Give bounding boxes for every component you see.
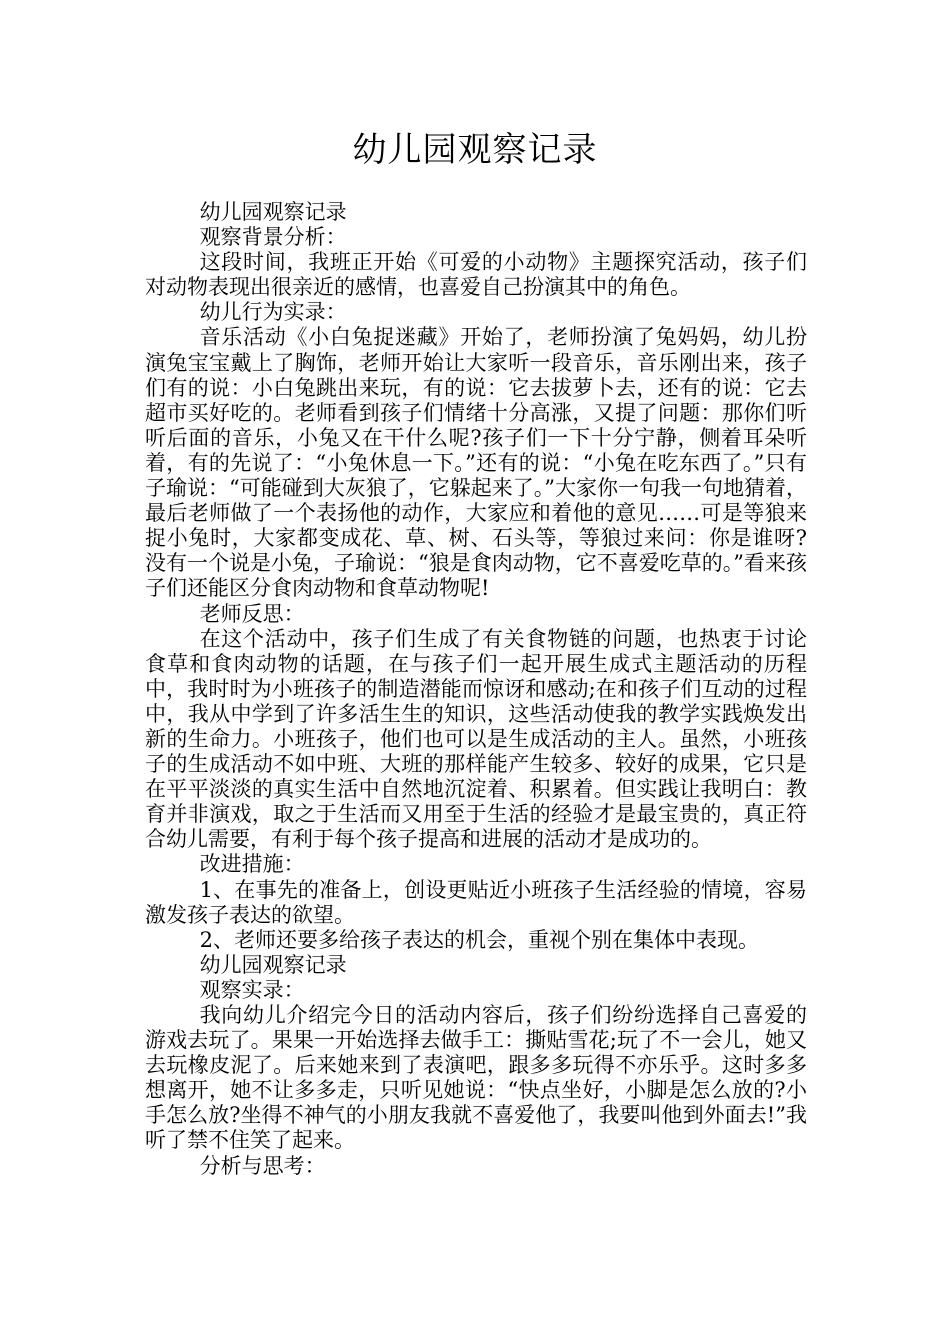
heading-reflection: 老师反思： <box>199 601 305 626</box>
heading-analysis: 分析与思考： <box>199 1153 326 1178</box>
heading-record-2: 幼儿园观察记录 <box>199 952 347 977</box>
heading-improvement: 改进措施： <box>199 852 305 877</box>
heading-record-1: 幼儿园观察记录 <box>199 200 347 224</box>
heading-background: 观察背景分析： <box>199 225 347 250</box>
document-body <box>145 200 807 1179</box>
heading-behavior: 幼儿行为实录： <box>199 300 347 325</box>
heading-observation: 观察实录： <box>199 977 305 1002</box>
paragraph-behavior: 音乐活动《小白兔捉迷藏》开始了，老师扮演了兔妈妈，幼儿扮演兔宝宝戴上了胸饰，老师开始让大家听一段音乐，音乐刚出来，孩子们有的说：小白兔跳出来玩，有的说：它去拔萝卜去，还有的说：它去超市买好吃的。老师看到孩子们情绪十分高涨，又提了问题：那你们听听后面的音乐，小兔又在干什么呢?孩子们一下十分宁静，侧着耳朵听着，有的先说了：“小兔休息一下。”还有的说：“小兔在吃东西了。”只有子瑜说：“可能碰到大灰狼了，它躲起来了。”大家你一句我一句地猜着，最后老师做了一个表扬他的动作，大家应和着他的意见……可是等狼来捉小兔时，大家都变成花、草、树、石头等，等狼过来问：你是谁呀?没有一个说是小兔，子瑜说：“狼是食肉动物，它不喜爱吃草的。”看来孩子们还能区分食肉动物和食草动物呢! <box>145 325 807 601</box>
paragraph-reflection: 在这个活动中，孩子们生成了有关食物链的问题，也热衷于讨论食草和食肉动物的话题，在与孩子们一起开展生成式主题活动的历程中，我时时为小班孩子的制造潜能而惊讶和感动;在和孩子们互动的过程中，我从中学到了许多活生生的知识，这些活动使我的教学实践焕发出新的生命力。小班孩子，他们也可以是生成活动的主人。虽然，小班孩子的生成活动不如中班、大班的那样能产生较多、较好的成果，它只是在平平淡淡的真实生活中自然地沉淀着、积累着。但实践让我明白：教育并非演戏，取之于生活而又用至于生活的经验才是最宝贵的，真正符合幼儿需要，有利于每个孩子提高和进展的活动才是成功的。 <box>145 626 807 852</box>
paragraph-improvement-2: 2、老师还要多给孩子表达的机会，重视个别在集体中表现。 <box>199 927 759 952</box>
document-title: 幼儿园观察记录 <box>352 130 598 170</box>
paragraph-background: 这段时间，我班正开始《可爱的小动物》主题探究活动，孩子们对动物表现出很亲近的感情，也喜爱自己扮演其中的角色。 <box>145 250 807 300</box>
paragraph-improvement-1: 1、在事先的准备上，创设更贴近小班孩子生活经验的情境，容易激发孩子表达的欲望。 <box>145 877 807 927</box>
paragraph-observation: 我向幼儿介绍完今日的活动内容后，孩子们纷纷选择自己喜爱的游戏去玩了。果果一开始选择去做手工：撕贴雪花;玩了不一会儿，她又去玩橡皮泥了。后来她来到了表演吧，跟多多玩得不亦乐乎。这时多多想离开，她不让多多走，只听见她说：“快点坐好，小脚是怎么放的?小手怎么放?坐得不神气的小朋友我就不喜爱他了，我要叫他到外面去!”我听了禁不住笑了起来。 <box>145 1003 807 1153</box>
